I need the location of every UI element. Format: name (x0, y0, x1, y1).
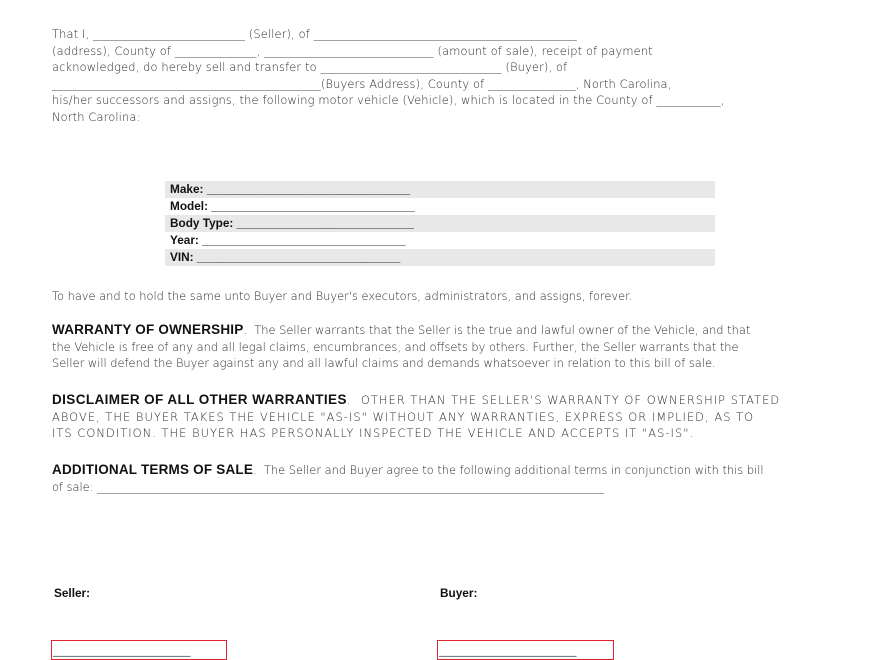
buyer-signature-label: Buyer: (440, 586, 478, 600)
intro-line: (address), County of ______________, _____________________________ (amount of sale), receipt of payment (52, 43, 653, 58)
warranty-heading: WARRANTY OF OWNERSHIP (52, 322, 244, 337)
warranty-text: The Seller warrants that the Seller is the true and lawful owner of the Vehicle, and that (254, 323, 751, 337)
intro-line: his/her successors and assigns, the following motor vehicle (Vehicle), which is located in the County of ___________, (52, 93, 725, 107)
disclaimer-heading: DISCLAIMER OF ALL OTHER WARRANTIES (52, 392, 347, 407)
intro-line: ______________________________________________(Buyers Address), County of _______________, North Carolina, (52, 76, 672, 91)
warranty-section: WARRANTY OF OWNERSHIP. The Seller warrants that the Seller is the true and lawful owner of the Vehicle, and that the Vehicle is free of any and all legal claims, encumbrances, and offsets by others. Further, the Seller warrants that the Seller will defend the Buyer against any and all lawful claims and demands whatsoever in relation to this bill of sale. (52, 322, 827, 372)
additional-terms-text: The Seller and Buyer agree to the following additional terms in conjunction with this bill (263, 463, 764, 477)
disclaimer-text: ITS CONDITION. THE BUYER HAS PERSONALLY INSPECTED THE VEHICLE AND ACCEPTS IT "AS-IS". (52, 426, 695, 441)
additional-terms-field[interactable]: of sale: _________________________________________________________________________________________ (52, 479, 605, 494)
warranty-text: the Vehicle is free of any and all legal claims, encumbrances, and offsets by others. Further, the Seller warrants that the (52, 339, 739, 354)
disclaimer-text: OTHER THAN THE SELLER'S WARRANTY OF OWNERSHIP STATED (360, 393, 781, 407)
vehicle-model-field[interactable]: Model: _______________________________ (170, 199, 415, 213)
seller-signature-field[interactable]: _________________________ (51, 640, 227, 660)
vehicle-make-field[interactable]: Make: _______________________________ (165, 181, 715, 198)
buyer-signature-field[interactable]: _________________________ (437, 640, 614, 660)
seller-signature-label: Seller: (54, 586, 91, 600)
additional-terms-heading: ADDITIONAL TERMS OF SALE (52, 462, 254, 477)
intro-line: That I, __________________________ (Seller), of _____________________________________________ (52, 27, 577, 41)
vehicle-body-type-field[interactable]: Body Type: ___________________________ (165, 215, 715, 232)
vehicle-year-field[interactable]: Year: _______________________________ (170, 233, 406, 247)
intro-line: acknowledged, do hereby sell and transfer to _______________________________ (Buyer), of (52, 60, 568, 74)
disclaimer-text: ABOVE, THE BUYER TAKES THE VEHICLE "AS-IS" WITHOUT ANY WARRANTIES, EXPRESS OR IMPLIED, AS TO (52, 409, 755, 424)
have-and-hold-clause (52, 288, 827, 305)
additional-terms-section: ADDITIONAL TERMS OF SALE. The Seller and Buyer agree to the following additional terms in conjunction with this bill of sale: _________________________________________________________________________________________ (52, 462, 827, 495)
vehicle-vin-field[interactable]: VIN: _______________________________ (165, 249, 715, 266)
vehicle-details-box (165, 181, 715, 266)
intro-line: North Carolina: (52, 109, 141, 124)
have-and-hold-text: To have and to hold the same unto Buyer and Buyer's executors, administrators, and assigns, forever. (52, 289, 633, 303)
disclaimer-section: DISCLAIMER OF ALL OTHER WARRANTIES. OTHER THAN THE SELLER'S WARRANTY OF OWNERSHIP STATED ABOVE, THE BUYER TAKES THE VEHICLE "AS-IS" WITHOUT ANY WARRANTIES, EXPRESS OR IMPLIED, AS TO ITS CONDITION. THE BUYER HAS PERSONALLY INSPECTED THE VEHICLE AND ACCEPTS IT "AS-IS". (52, 392, 827, 442)
warranty-text: Seller will defend the Buyer against any and all lawful claims and demands whatsoever in relation to this bill of sale. (52, 356, 716, 371)
intro-paragraph (52, 26, 842, 125)
